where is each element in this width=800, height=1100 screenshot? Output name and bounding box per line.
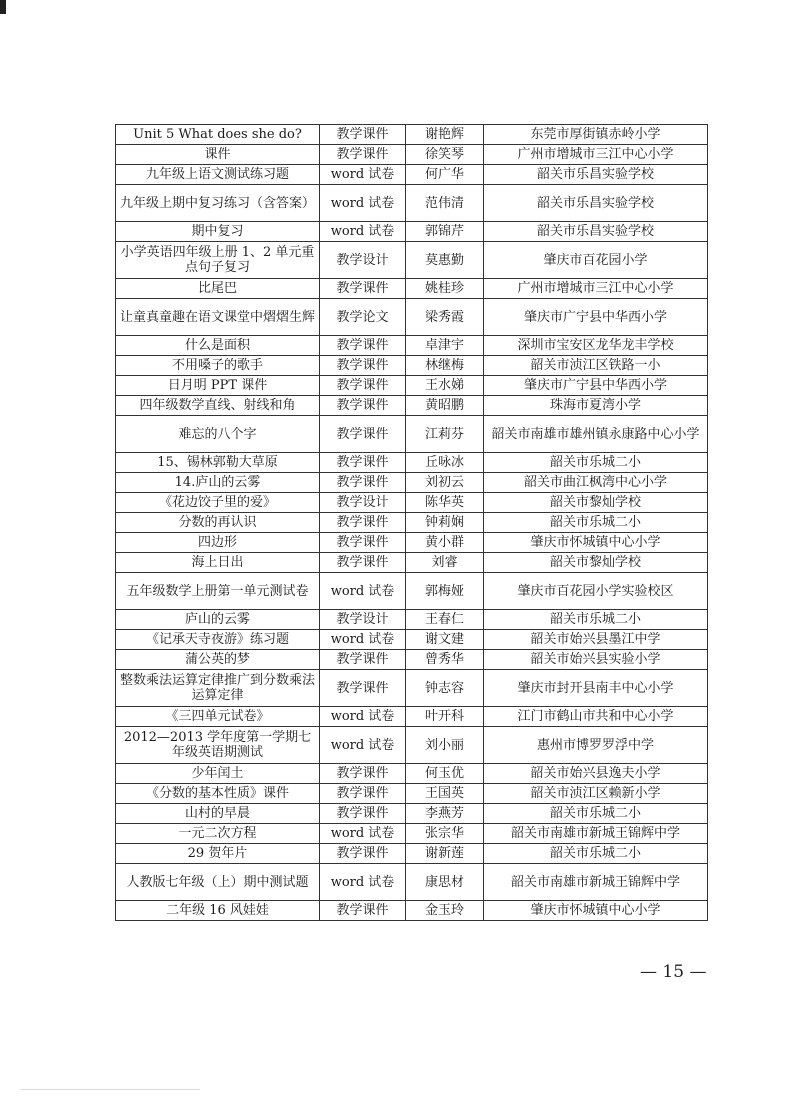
work-type-cell: 教学课件	[320, 356, 406, 376]
table-row	[116, 473, 708, 493]
work-title-cell: 蒲公英的梦	[116, 650, 320, 670]
work-title-cell: 四边形	[116, 533, 320, 553]
table-row	[116, 185, 708, 222]
school-cell: 韶关市南雄市新城王锦辉中学	[484, 824, 708, 844]
table-row	[116, 844, 708, 864]
table-row	[116, 336, 708, 356]
school-cell: 韶关市黎灿学校	[484, 493, 708, 513]
table-row	[116, 493, 708, 513]
bottom-divider	[20, 1089, 200, 1090]
author-cell: 黄小群	[406, 533, 484, 553]
work-type-cell: 教学课件	[320, 804, 406, 824]
page-corner-mark	[0, 0, 6, 14]
work-title-cell: 15、锡林郭勒大草原	[116, 453, 320, 473]
author-cell: 徐笑琴	[406, 145, 484, 165]
table-row	[116, 165, 708, 185]
work-title-cell: 《花边饺子里的爱》	[116, 493, 320, 513]
school-cell: 韶关市乐城二小	[484, 513, 708, 533]
school-cell: 肇庆市广宁县中华西小学	[484, 299, 708, 336]
author-cell: 郭锦芹	[406, 222, 484, 242]
work-title-cell: 课件	[116, 145, 320, 165]
table-row	[116, 145, 708, 165]
work-type-cell: 教学课件	[320, 396, 406, 416]
table-row	[116, 416, 708, 453]
author-cell: 谢艳辉	[406, 125, 484, 145]
work-title-cell: 庐山的云雾	[116, 610, 320, 630]
award-table-body	[116, 125, 708, 921]
author-cell: 何玉优	[406, 764, 484, 784]
work-type-cell: 教学课件	[320, 279, 406, 299]
work-title-cell: 整数乘法运算定律推广到分数乘法运算定律	[116, 670, 320, 707]
work-type-cell: 教学论文	[320, 299, 406, 336]
author-cell: 陈华英	[406, 493, 484, 513]
school-cell: 肇庆市怀城镇中心小学	[484, 533, 708, 553]
work-title-cell: 《分数的基本性质》课件	[116, 784, 320, 804]
work-title-cell: Unit 5 What does she do?	[116, 125, 320, 145]
author-cell: 梁秀霞	[406, 299, 484, 336]
table-row	[116, 630, 708, 650]
author-cell: 刘小丽	[406, 727, 484, 764]
school-cell: 韶关市始兴县墨江中学	[484, 630, 708, 650]
author-cell: 谢文建	[406, 630, 484, 650]
table-row	[116, 222, 708, 242]
work-type-cell: 教学课件	[320, 784, 406, 804]
table-row	[116, 901, 708, 921]
school-cell: 惠州市博罗罗浮中学	[484, 727, 708, 764]
work-type-cell: word 试卷	[320, 707, 406, 727]
table-row	[116, 453, 708, 473]
school-cell: 韶关市乐昌实验学校	[484, 165, 708, 185]
work-type-cell: 教学课件	[320, 901, 406, 921]
school-cell: 深圳市宝安区龙华龙丰学校	[484, 336, 708, 356]
table-row	[116, 784, 708, 804]
work-type-cell: 教学课件	[320, 473, 406, 493]
school-cell: 韶关市乐城二小	[484, 804, 708, 824]
school-cell: 肇庆市百花园小学	[484, 242, 708, 279]
work-title-cell: 分数的再认识	[116, 513, 320, 533]
work-type-cell: word 试卷	[320, 165, 406, 185]
work-title-cell: 什么是面积	[116, 336, 320, 356]
work-title-cell: 2012—2013 学年度第一学期七年级英语期测试	[116, 727, 320, 764]
work-title-cell: 九年级上期中复习练习（含答案）	[116, 185, 320, 222]
award-list-table	[115, 124, 708, 921]
work-type-cell: 教学课件	[320, 376, 406, 396]
work-title-cell: 少年闰土	[116, 764, 320, 784]
table-row	[116, 764, 708, 784]
school-cell: 东莞市厚街镇赤岭小学	[484, 125, 708, 145]
table-row	[116, 279, 708, 299]
work-type-cell: 教学课件	[320, 125, 406, 145]
work-type-cell: word 试卷	[320, 185, 406, 222]
work-type-cell: 教学课件	[320, 764, 406, 784]
work-title-cell: 《三四单元试卷》	[116, 707, 320, 727]
table-row	[116, 727, 708, 764]
work-type-cell: 教学课件	[320, 844, 406, 864]
author-cell: 刘初云	[406, 473, 484, 493]
table-row	[116, 125, 708, 145]
table-row	[116, 533, 708, 553]
table-row	[116, 610, 708, 630]
author-cell: 康思材	[406, 864, 484, 901]
author-cell: 王水娣	[406, 376, 484, 396]
table-row	[116, 242, 708, 279]
work-title-cell: 不用嗓子的歌手	[116, 356, 320, 376]
work-title-cell: 海上日出	[116, 553, 320, 573]
work-type-cell: word 试卷	[320, 824, 406, 844]
work-type-cell: 教学设计	[320, 493, 406, 513]
table-row	[116, 553, 708, 573]
work-title-cell: 难忘的八个字	[116, 416, 320, 453]
school-cell: 广州市增城市三江中心小学	[484, 145, 708, 165]
table-row	[116, 356, 708, 376]
work-type-cell: word 试卷	[320, 573, 406, 610]
page-number: — 15 —	[640, 962, 707, 982]
school-cell: 韶关市乐城二小	[484, 453, 708, 473]
author-cell: 钟莉娴	[406, 513, 484, 533]
work-type-cell: 教学课件	[320, 670, 406, 707]
school-cell: 肇庆市广宁县中华西小学	[484, 376, 708, 396]
work-type-cell: 教学课件	[320, 453, 406, 473]
author-cell: 丘咏冰	[406, 453, 484, 473]
school-cell: 韶关市曲江枫湾中心小学	[484, 473, 708, 493]
school-cell: 韶关市始兴县实验小学	[484, 650, 708, 670]
school-cell: 韶关市乐城二小	[484, 610, 708, 630]
author-cell: 黄昭鹏	[406, 396, 484, 416]
table-row	[116, 670, 708, 707]
work-type-cell: word 试卷	[320, 630, 406, 650]
author-cell: 郭梅娅	[406, 573, 484, 610]
table-row	[116, 573, 708, 610]
work-type-cell: 教学课件	[320, 145, 406, 165]
author-cell: 钟志容	[406, 670, 484, 707]
work-title-cell: 期中复习	[116, 222, 320, 242]
school-cell: 江门市鹤山市共和中心小学	[484, 707, 708, 727]
author-cell: 李燕芳	[406, 804, 484, 824]
work-title-cell: 比尾巴	[116, 279, 320, 299]
work-title-cell: 九年级上语文测试练习题	[116, 165, 320, 185]
author-cell: 张宗华	[406, 824, 484, 844]
work-title-cell: 14.庐山的云雾	[116, 473, 320, 493]
author-cell: 谢新莲	[406, 844, 484, 864]
work-type-cell: 教学课件	[320, 553, 406, 573]
table-row	[116, 804, 708, 824]
work-title-cell: 日月明 PPT 课件	[116, 376, 320, 396]
work-type-cell: 教学课件	[320, 533, 406, 553]
school-cell: 韶关市南雄市新城王锦辉中学	[484, 864, 708, 901]
school-cell: 肇庆市怀城镇中心小学	[484, 901, 708, 921]
author-cell: 王春仁	[406, 610, 484, 630]
author-cell: 莫惠勤	[406, 242, 484, 279]
author-cell: 卓津宇	[406, 336, 484, 356]
work-type-cell: word 试卷	[320, 864, 406, 901]
table-row	[116, 650, 708, 670]
author-cell: 王国英	[406, 784, 484, 804]
author-cell: 曾秀华	[406, 650, 484, 670]
school-cell: 韶关市浈江区赖新小学	[484, 784, 708, 804]
table-row	[116, 707, 708, 727]
work-title-cell: 五年级数学上册第一单元测试卷	[116, 573, 320, 610]
table-row	[116, 824, 708, 844]
school-cell: 韶关市乐城二小	[484, 844, 708, 864]
author-cell: 金玉玲	[406, 901, 484, 921]
school-cell: 韶关市始兴县逸夫小学	[484, 764, 708, 784]
author-cell: 江莉芬	[406, 416, 484, 453]
school-cell: 韶关市浈江区铁路一小	[484, 356, 708, 376]
table-row	[116, 376, 708, 396]
author-cell: 刘睿	[406, 553, 484, 573]
school-cell: 韶关市乐昌实验学校	[484, 185, 708, 222]
school-cell: 韶关市黎灿学校	[484, 553, 708, 573]
work-title-cell: 四年级数学直线、射线和角	[116, 396, 320, 416]
school-cell: 广州市增城市三江中心小学	[484, 279, 708, 299]
work-type-cell: word 试卷	[320, 222, 406, 242]
table-row	[116, 299, 708, 336]
work-type-cell: 教学课件	[320, 416, 406, 453]
work-type-cell: word 试卷	[320, 727, 406, 764]
work-title-cell: 二年级 16 风娃娃	[116, 901, 320, 921]
author-cell: 叶开科	[406, 707, 484, 727]
school-cell: 珠海市夏湾小学	[484, 396, 708, 416]
author-cell: 姚桂珍	[406, 279, 484, 299]
work-type-cell: 教学课件	[320, 650, 406, 670]
work-type-cell: 教学课件	[320, 513, 406, 533]
school-cell: 肇庆市百花园小学实验校区	[484, 573, 708, 610]
work-title-cell: 让童真童趣在语文课堂中熠熠生辉	[116, 299, 320, 336]
work-type-cell: 教学设计	[320, 242, 406, 279]
school-cell: 韶关市南雄市雄州镇永康路中心小学	[484, 416, 708, 453]
work-type-cell: 教学课件	[320, 336, 406, 356]
table-row	[116, 396, 708, 416]
work-title-cell: 山村的早晨	[116, 804, 320, 824]
work-title-cell: 人教版七年级（上）期中测试题	[116, 864, 320, 901]
author-cell: 范伟清	[406, 185, 484, 222]
table-row	[116, 513, 708, 533]
author-cell: 何广华	[406, 165, 484, 185]
school-cell: 肇庆市封开县南丰中心小学	[484, 670, 708, 707]
work-title-cell: 小学英语四年级上册 1、2 单元重点句子复习	[116, 242, 320, 279]
work-title-cell: 一元二次方程	[116, 824, 320, 844]
work-type-cell: 教学设计	[320, 610, 406, 630]
school-cell: 韶关市乐昌实验学校	[484, 222, 708, 242]
work-title-cell: 29 贺年片	[116, 844, 320, 864]
author-cell: 林继梅	[406, 356, 484, 376]
work-title-cell: 《记承天寺夜游》练习题	[116, 630, 320, 650]
table-row	[116, 864, 708, 901]
